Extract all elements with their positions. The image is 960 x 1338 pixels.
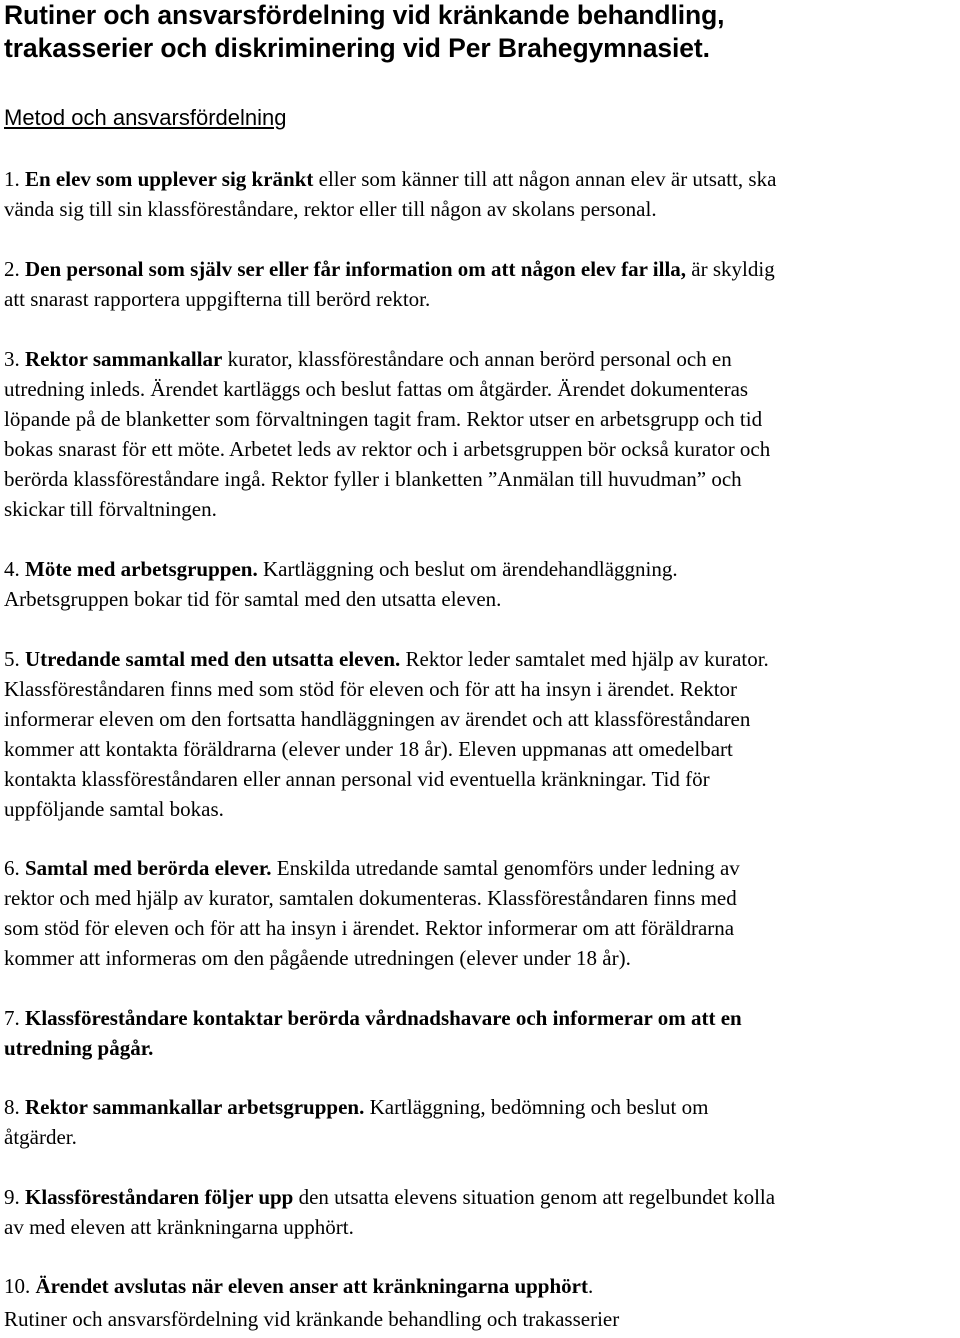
step-line bbox=[4, 494, 959, 524]
step-number: 9. bbox=[4, 1185, 25, 1209]
step-text: informerar eleven om den fortsatta handläggningen av ärendet och att klassföreståndaren bbox=[4, 707, 751, 731]
step-text: kommer att informeras om den pågående utredningen (elever under 18 år). bbox=[4, 946, 631, 970]
step-text: Arbetsgruppen bokar tid för samtal med den utsatta eleven. bbox=[4, 587, 502, 611]
step-line bbox=[4, 913, 959, 943]
step-text: löpande på de blanketter som förvaltningen tagit fram. Rektor utser en arbetsgrupp och tid bbox=[4, 407, 763, 431]
step-text: kurator, klassföreståndare och annan berörd personal och en bbox=[222, 347, 732, 371]
step-emphasis: Klassföreståndaren följer upp bbox=[25, 1185, 294, 1209]
step-number: 5. bbox=[4, 647, 25, 671]
step-number: 3. bbox=[4, 347, 25, 371]
step-emphasis: En elev som upplever sig kränkt bbox=[25, 167, 314, 191]
step-number: 1. bbox=[4, 167, 25, 191]
step-text: bokas snarast för ett möte. Arbetet leds av rektor och i arbetsgruppen bör också kurator och bbox=[4, 437, 771, 461]
step-line bbox=[4, 464, 959, 494]
title-line-1: Rutiner och ansvarsfördelning vid kränkande behandling, bbox=[4, 0, 725, 30]
step-number: 7. bbox=[4, 1006, 25, 1030]
step-number: 2. bbox=[4, 257, 25, 281]
step-emphasis: utredning pågår. bbox=[4, 1036, 154, 1060]
document-title bbox=[4, 0, 954, 65]
step-line bbox=[4, 404, 959, 434]
step-line bbox=[4, 764, 959, 794]
step-line bbox=[4, 1092, 959, 1122]
step-text: utredning inleds. Ärendet kartläggs och beslut fattas om åtgärder. Ärendet dokumenteras bbox=[4, 377, 749, 401]
step-text: skickar till förvaltningen. bbox=[4, 497, 217, 521]
step-emphasis: Rektor sammankallar bbox=[25, 347, 223, 371]
step-line bbox=[4, 194, 959, 224]
step-line bbox=[4, 1212, 959, 1242]
step-text: eller som känner till att någon annan elev är utsatt, ska bbox=[313, 167, 777, 191]
step-emphasis: Utredande samtal med den utsatta eleven. bbox=[25, 647, 401, 671]
step-line bbox=[4, 943, 959, 973]
step-line bbox=[4, 254, 959, 284]
step-text: vända sig till sin klassföreståndare, rektor eller till någon av skolans personal. bbox=[4, 197, 657, 221]
step-line bbox=[4, 554, 959, 584]
step-line bbox=[4, 704, 959, 734]
procedure-step-9 bbox=[4, 1182, 959, 1242]
procedure-step-7 bbox=[4, 1003, 959, 1063]
step-emphasis: Möte med arbetsgruppen. bbox=[25, 557, 258, 581]
step-emphasis: Den personal som själv ser eller får information om att någon elev far illa, bbox=[25, 257, 687, 281]
procedure-step-1 bbox=[4, 164, 959, 224]
step-text: Klassföreståndaren finns med som stöd för eleven och för att ha insyn i ärendet. Rektor bbox=[4, 677, 738, 701]
step-line bbox=[4, 883, 959, 913]
procedure-step-5 bbox=[4, 644, 959, 824]
step-line bbox=[4, 164, 959, 194]
section-heading: Metod och ansvarsfördelning bbox=[4, 105, 287, 130]
step-line bbox=[4, 734, 959, 764]
procedure-step-8 bbox=[4, 1092, 959, 1152]
step-text: av med eleven att kränkningarna upphört. bbox=[4, 1215, 354, 1239]
step-number: 10. bbox=[4, 1274, 36, 1298]
step-text: åtgärder. bbox=[4, 1125, 77, 1149]
step-line bbox=[4, 344, 959, 374]
procedure-step-6 bbox=[4, 853, 959, 973]
step-number: 6. bbox=[4, 856, 25, 880]
step-line bbox=[4, 644, 959, 674]
step-text: . bbox=[587, 1274, 594, 1298]
step-line bbox=[4, 434, 959, 464]
step-text: Kartläggning, bedömning och beslut om bbox=[364, 1095, 709, 1119]
step-text: Rektor leder samtalet med hjälp av kurator. bbox=[400, 647, 769, 671]
step-text: kommer att kontakta föräldrarna (elever under 18 år). Eleven uppmanas att omedelbart bbox=[4, 737, 733, 761]
step-line bbox=[4, 284, 959, 314]
step-emphasis: Klassföreståndare kontaktar berörda vårdnadshavare och informerar om att en bbox=[25, 1006, 742, 1030]
step-text: är skyldig bbox=[686, 257, 775, 281]
step-text: Enskilda utredande samtal genomförs under ledning av bbox=[271, 856, 740, 880]
step-line bbox=[4, 1033, 959, 1063]
procedure-step-2 bbox=[4, 254, 959, 314]
step-text: rektor och med hjälp av kurator, samtalen dokumenteras. Klassföreståndaren finns med bbox=[4, 886, 737, 910]
step-text: som stöd för eleven och för att ha insyn i ärendet. Rektor informerar om att föräldrarna bbox=[4, 916, 735, 940]
step-text: Kartläggning och beslut om ärendehandläggning. bbox=[257, 557, 678, 581]
step-number: 4. bbox=[4, 557, 25, 581]
page-footer: Rutiner och ansvarsfördelning vid kränkande behandling och trakasserier bbox=[4, 1307, 620, 1331]
step-text: att snarast rapportera uppgifterna till berörd rektor. bbox=[4, 287, 431, 311]
step-emphasis: Ärendet avslutas när eleven anser att kränkningarna upphört bbox=[35, 1274, 588, 1298]
step-line bbox=[4, 1182, 959, 1212]
step-line bbox=[4, 1003, 959, 1033]
step-text: kontakta klassföreståndaren eller annan personal vid eventuella kränkningar. Tid för bbox=[4, 767, 710, 791]
step-line bbox=[4, 584, 959, 614]
step-line bbox=[4, 374, 959, 404]
step-text: uppföljande samtal bokas. bbox=[4, 797, 224, 821]
step-line bbox=[4, 853, 959, 883]
step-line bbox=[4, 794, 959, 824]
step-text: berörda klassföreståndare ingå. Rektor fyller i blanketten ”Anmälan till huvudman” och bbox=[4, 467, 742, 491]
title-line-2: trakasserier och diskriminering vid Per Brahegymnasiet. bbox=[4, 33, 710, 63]
step-text: den utsatta elevens situation genom att regelbundet kolla bbox=[293, 1185, 776, 1209]
step-number: 8. bbox=[4, 1095, 25, 1119]
step-line bbox=[4, 1271, 959, 1301]
step-emphasis: Rektor sammankallar arbetsgruppen. bbox=[25, 1095, 365, 1119]
step-emphasis: Samtal med berörda elever. bbox=[25, 856, 272, 880]
procedure-step-10 bbox=[4, 1271, 959, 1301]
procedure-step-4 bbox=[4, 554, 959, 614]
procedure-step-3 bbox=[4, 344, 959, 524]
step-line bbox=[4, 674, 959, 704]
step-line bbox=[4, 1122, 959, 1152]
